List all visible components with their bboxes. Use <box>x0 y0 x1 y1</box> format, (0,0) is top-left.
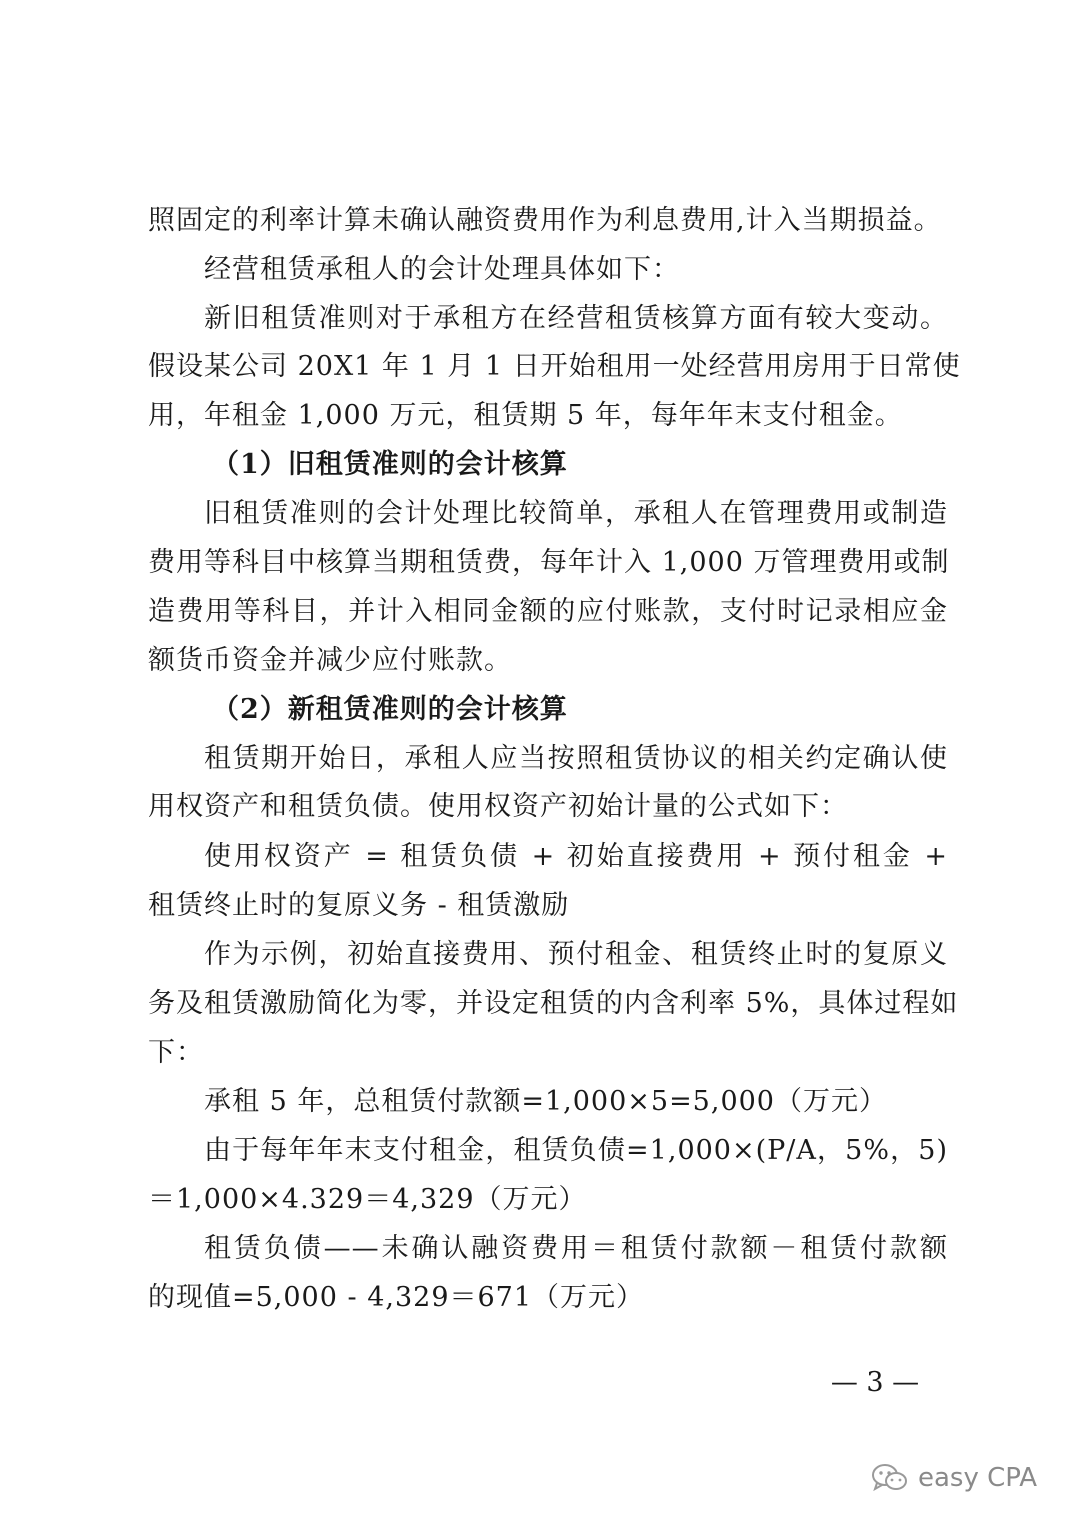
section-heading-new-standard: （2）新租赁准则的会计核算 <box>212 694 568 725</box>
paragraph-line: 用，年租金 1,000 万元，租赁期 5 年，每年年末支付租金。 <box>148 400 903 431</box>
wechat-icon <box>870 1462 910 1494</box>
paragraph-line: 租赁期开始日，承租人应当按照租赁协议的相关约定确认使 <box>204 743 948 774</box>
paragraph-line: 下： <box>148 1037 204 1068</box>
paragraph-line: 作为示例，初始直接费用、预付租金、租赁终止时的复原义 <box>204 939 948 970</box>
paragraph-line: 假设某公司 20X1 年 1 月 1 日开始租用一处经营用房用于日常使 <box>148 351 961 382</box>
paragraph-line: 务及租赁激励简化为零，并设定租赁的内含利率 5%，具体过程如 <box>148 988 959 1019</box>
watermark-text: easy CPA <box>918 1463 1038 1493</box>
page-number: — 3 — <box>830 1367 920 1398</box>
paragraph-line: 费用等科目中核算当期租赁费，每年计入 1,000 万管理费用或制 <box>148 547 950 578</box>
paragraph-line: 经营租赁承租人的会计处理具体如下： <box>204 254 680 285</box>
paragraph-line: 额货币资金并减少应付账款。 <box>148 645 512 676</box>
calculation-line: 由于每年年末支付租金，租赁负债=1,000×(P/A，5%，5) <box>204 1135 948 1166</box>
paragraph-line: 照固定的利率计算未确认融资费用作为利息费用,计入当期损益。 <box>148 205 942 236</box>
calculation-line: 的现值=5,000 - 4,329＝671（万元） <box>148 1282 645 1313</box>
section-heading-old-standard: （1）旧租赁准则的会计核算 <box>212 449 568 480</box>
calculation-line: ＝1,000×4.329＝4,329（万元） <box>148 1184 587 1215</box>
paragraph-line: 用权资产和租赁负债。使用权资产初始计量的公式如下： <box>148 791 848 822</box>
paragraph-line: 造费用等科目，并计入相同金额的应付账款，支付时记录相应金 <box>148 596 948 627</box>
watermark <box>870 1462 1037 1494</box>
calculation-line: 承租 5 年，总租赁付款额=1,000×5=5,000（万元） <box>204 1086 887 1117</box>
formula-line: 租赁终止时的复原义务 - 租赁激励 <box>148 890 570 921</box>
paragraph-line: 新旧租赁准则对于承租方在经营租赁核算方面有较大变动。 <box>204 303 948 334</box>
formula-line: 使用权资产 = 租赁负债 + 初始直接费用 + 预付租金 + <box>204 841 948 872</box>
calculation-line: 租赁负债——未确认融资费用＝租赁付款额－租赁付款额 <box>204 1233 948 1264</box>
paragraph-line: 旧租赁准则的会计处理比较简单，承租人在管理费用或制造 <box>204 498 948 529</box>
